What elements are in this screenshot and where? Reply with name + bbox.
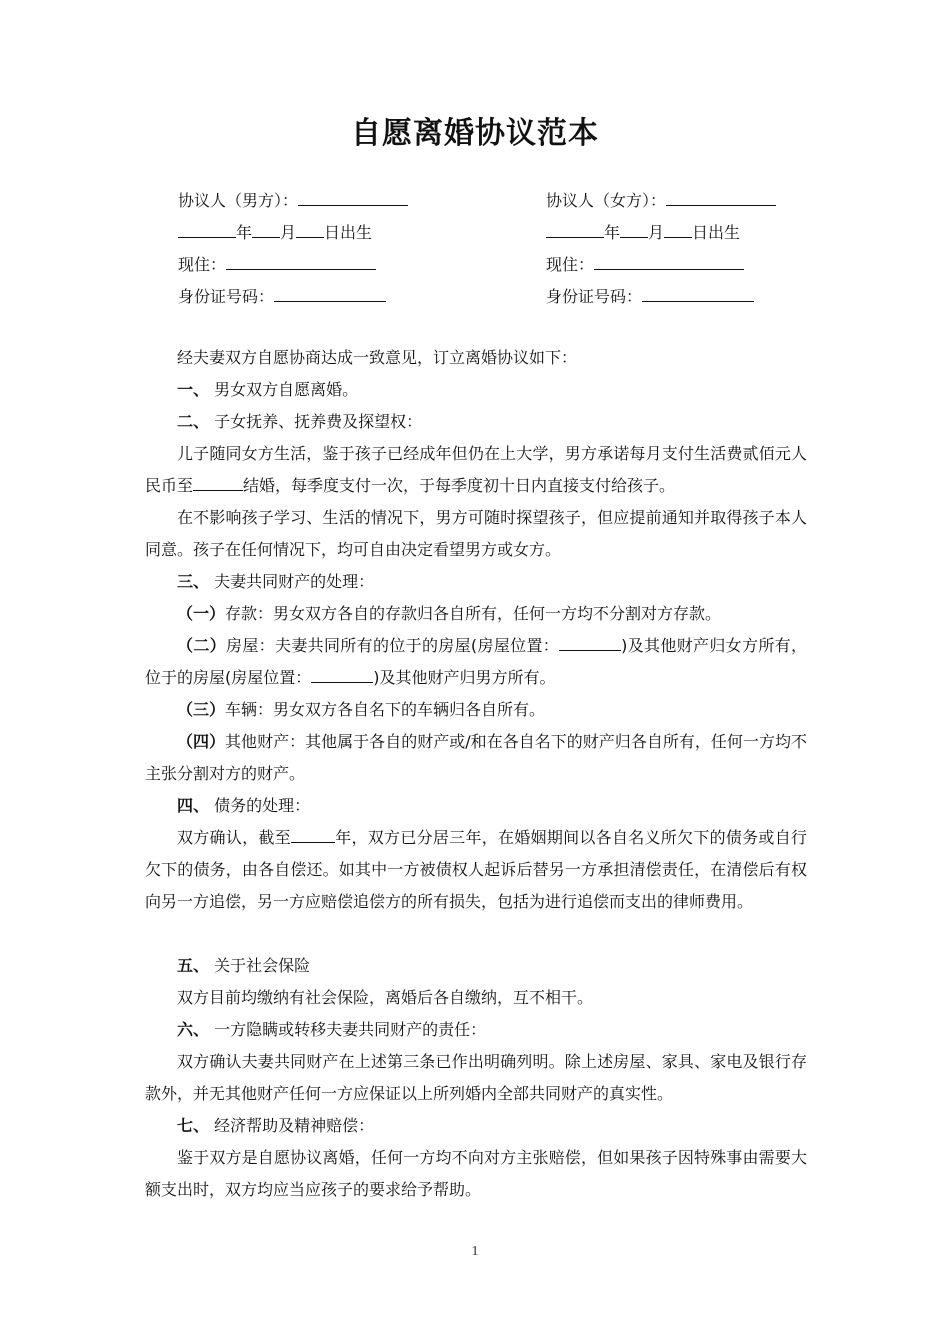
section-2-heading [145, 406, 807, 438]
female-party-line [546, 189, 776, 212]
cutoff-year-blank [291, 826, 335, 843]
item-number: （四） [177, 732, 226, 751]
section-text: 男女双方自愿离婚。 [214, 380, 359, 399]
item-number: （三） [177, 700, 226, 719]
section-3-item-1 [145, 598, 807, 630]
male-residence-line [178, 253, 376, 276]
female-residence-blank [594, 253, 744, 270]
year-label: 年 [604, 223, 621, 242]
section-text: 债务的处理： [214, 796, 311, 815]
item-text: )及其他财产归女方所有，位于的房屋(房屋位置： [145, 636, 807, 687]
section-2-paragraph-1 [145, 438, 807, 502]
id-label: 身份证号码： [178, 287, 275, 306]
male-party-label: 协议人（男方）： [178, 191, 299, 210]
female-id-line [546, 285, 754, 308]
section-5-paragraph: 双方目前均缴纳有社会保险，离婚后各自缴纳，互不相干。 [177, 988, 594, 1007]
year-label: 年 [236, 223, 253, 242]
residence-label: 现住： [178, 255, 227, 274]
section-text: 关于社会保险 [214, 956, 311, 975]
item-number: （二） [177, 636, 226, 655]
female-day-blank [664, 221, 692, 238]
section-4-heading [145, 790, 807, 822]
male-residence-blank [226, 253, 376, 270]
section-text: 子女抚养、抚养费及探望权： [214, 412, 423, 431]
female-id-blank [642, 285, 754, 302]
section-number: 一、 [177, 380, 210, 399]
section-number: 七、 [177, 1116, 210, 1135]
male-party-line [178, 189, 408, 212]
female-residence-line [546, 253, 744, 276]
section-2-paragraph-2: 在不影响孩子学习、生活的情况下，男方可随时探望孩子，但应提前通知并取得孩子本人同意。孩子在任何情况下，均可自由决定看望男方或女方。 [145, 508, 807, 559]
section-4-paragraph [145, 822, 807, 918]
paragraph-text: 结婚，每季度支付一次，于每季度初十日内直接支付给孩子。 [243, 476, 676, 495]
born-label: 日出生 [692, 223, 741, 242]
male-id-line [178, 285, 386, 308]
female-year-blank [546, 221, 604, 238]
female-party-label: 协议人（女方）： [546, 191, 667, 210]
section-number: 五、 [177, 956, 210, 975]
section-6-paragraph: 双方确认夫妻共同财产在上述第三条已作出明确列明。除上述房屋、家具、家电及银行存款外，并无其他财产任何一方应保证以上所列婚内全部共同财产的真实性。 [145, 1052, 807, 1103]
paragraph-text: 双方确认，截至 [177, 828, 291, 847]
section-3-heading [145, 566, 807, 598]
female-month-blank [620, 221, 648, 238]
section-7-heading [145, 1110, 807, 1142]
paragraph-text: 年，双方已分居三年，在婚姻期间以各自名义所欠下的债务或自行欠下的债务，由各自偿还。如其中一方被债权人起诉后替另一方承担清偿责任，在清偿后有权向另一方追偿，另一方应赔偿追偿方的所有损失，包括为进行追偿而支出的律师费用。 [145, 828, 807, 911]
house-location-blank-2 [311, 666, 373, 683]
item-text: 车辆：男女双方各自名下的车辆归各自所有。 [225, 700, 546, 719]
section-7-paragraph: 鉴于双方是自愿协议离婚，任何一方均不向对方主张赔偿，但如果孩子因特殊事由需要大额支出时，双方均应当应孩子的要求给予帮助。 [145, 1148, 807, 1199]
item-text: 其他财产：其他属于各自的财产或/和在各自名下的财产归各自所有，任何一方均不主张分割对方的财产。 [145, 732, 807, 783]
section-text: 经济帮助及精神赔偿： [214, 1116, 375, 1135]
section-5-heading [145, 950, 807, 982]
paragraph-text: 儿子随同女方生活，鉴于孩子已经成年但仍在上大学，男方承诺每月支付生活费贰佰元人民币至 [145, 444, 807, 495]
residence-label: 现住： [546, 255, 595, 274]
section-number: 四、 [177, 796, 210, 815]
male-month-blank [252, 221, 280, 238]
item-text: 存款：男女双方各自的存款归各自所有，任何一方均不分割对方存款。 [225, 604, 722, 623]
month-label: 月 [648, 223, 665, 242]
item-text: )及其他财产归男方所有。 [373, 668, 556, 687]
female-name-blank [666, 189, 776, 206]
section-3-item-2 [145, 630, 807, 694]
item-number: （一） [177, 604, 226, 623]
male-name-blank [298, 189, 408, 206]
section-number: 三、 [177, 572, 210, 591]
section-number: 二、 [177, 412, 210, 431]
section-number: 六、 [177, 1020, 210, 1039]
month-label: 月 [280, 223, 297, 242]
page-number: 1 [471, 1244, 479, 1259]
male-day-blank [296, 221, 324, 238]
male-year-blank [178, 221, 236, 238]
house-location-blank-1 [559, 634, 621, 651]
document-title: 自愿离婚协议范本 [351, 116, 599, 151]
support-end-blank [193, 474, 243, 491]
section-6-heading [145, 1014, 807, 1046]
section-3-item-4 [145, 726, 807, 790]
female-birth-line [546, 221, 740, 244]
male-birth-line [178, 221, 372, 244]
male-id-blank [274, 285, 386, 302]
section-text: 夫妻共同财产的处理： [214, 572, 375, 591]
born-label: 日出生 [324, 223, 373, 242]
id-label: 身份证号码： [546, 287, 643, 306]
item-text: 房屋：夫妻共同所有的位于的房屋(房屋位置： [226, 636, 560, 655]
intro-paragraph: 经夫妻双方自愿协商达成一致意见，订立离婚协议如下： [177, 348, 578, 367]
section-1-heading [145, 374, 807, 406]
section-text: 一方隐瞒或转移夫妻共同财产的责任： [214, 1020, 487, 1039]
section-3-item-3 [145, 694, 807, 726]
